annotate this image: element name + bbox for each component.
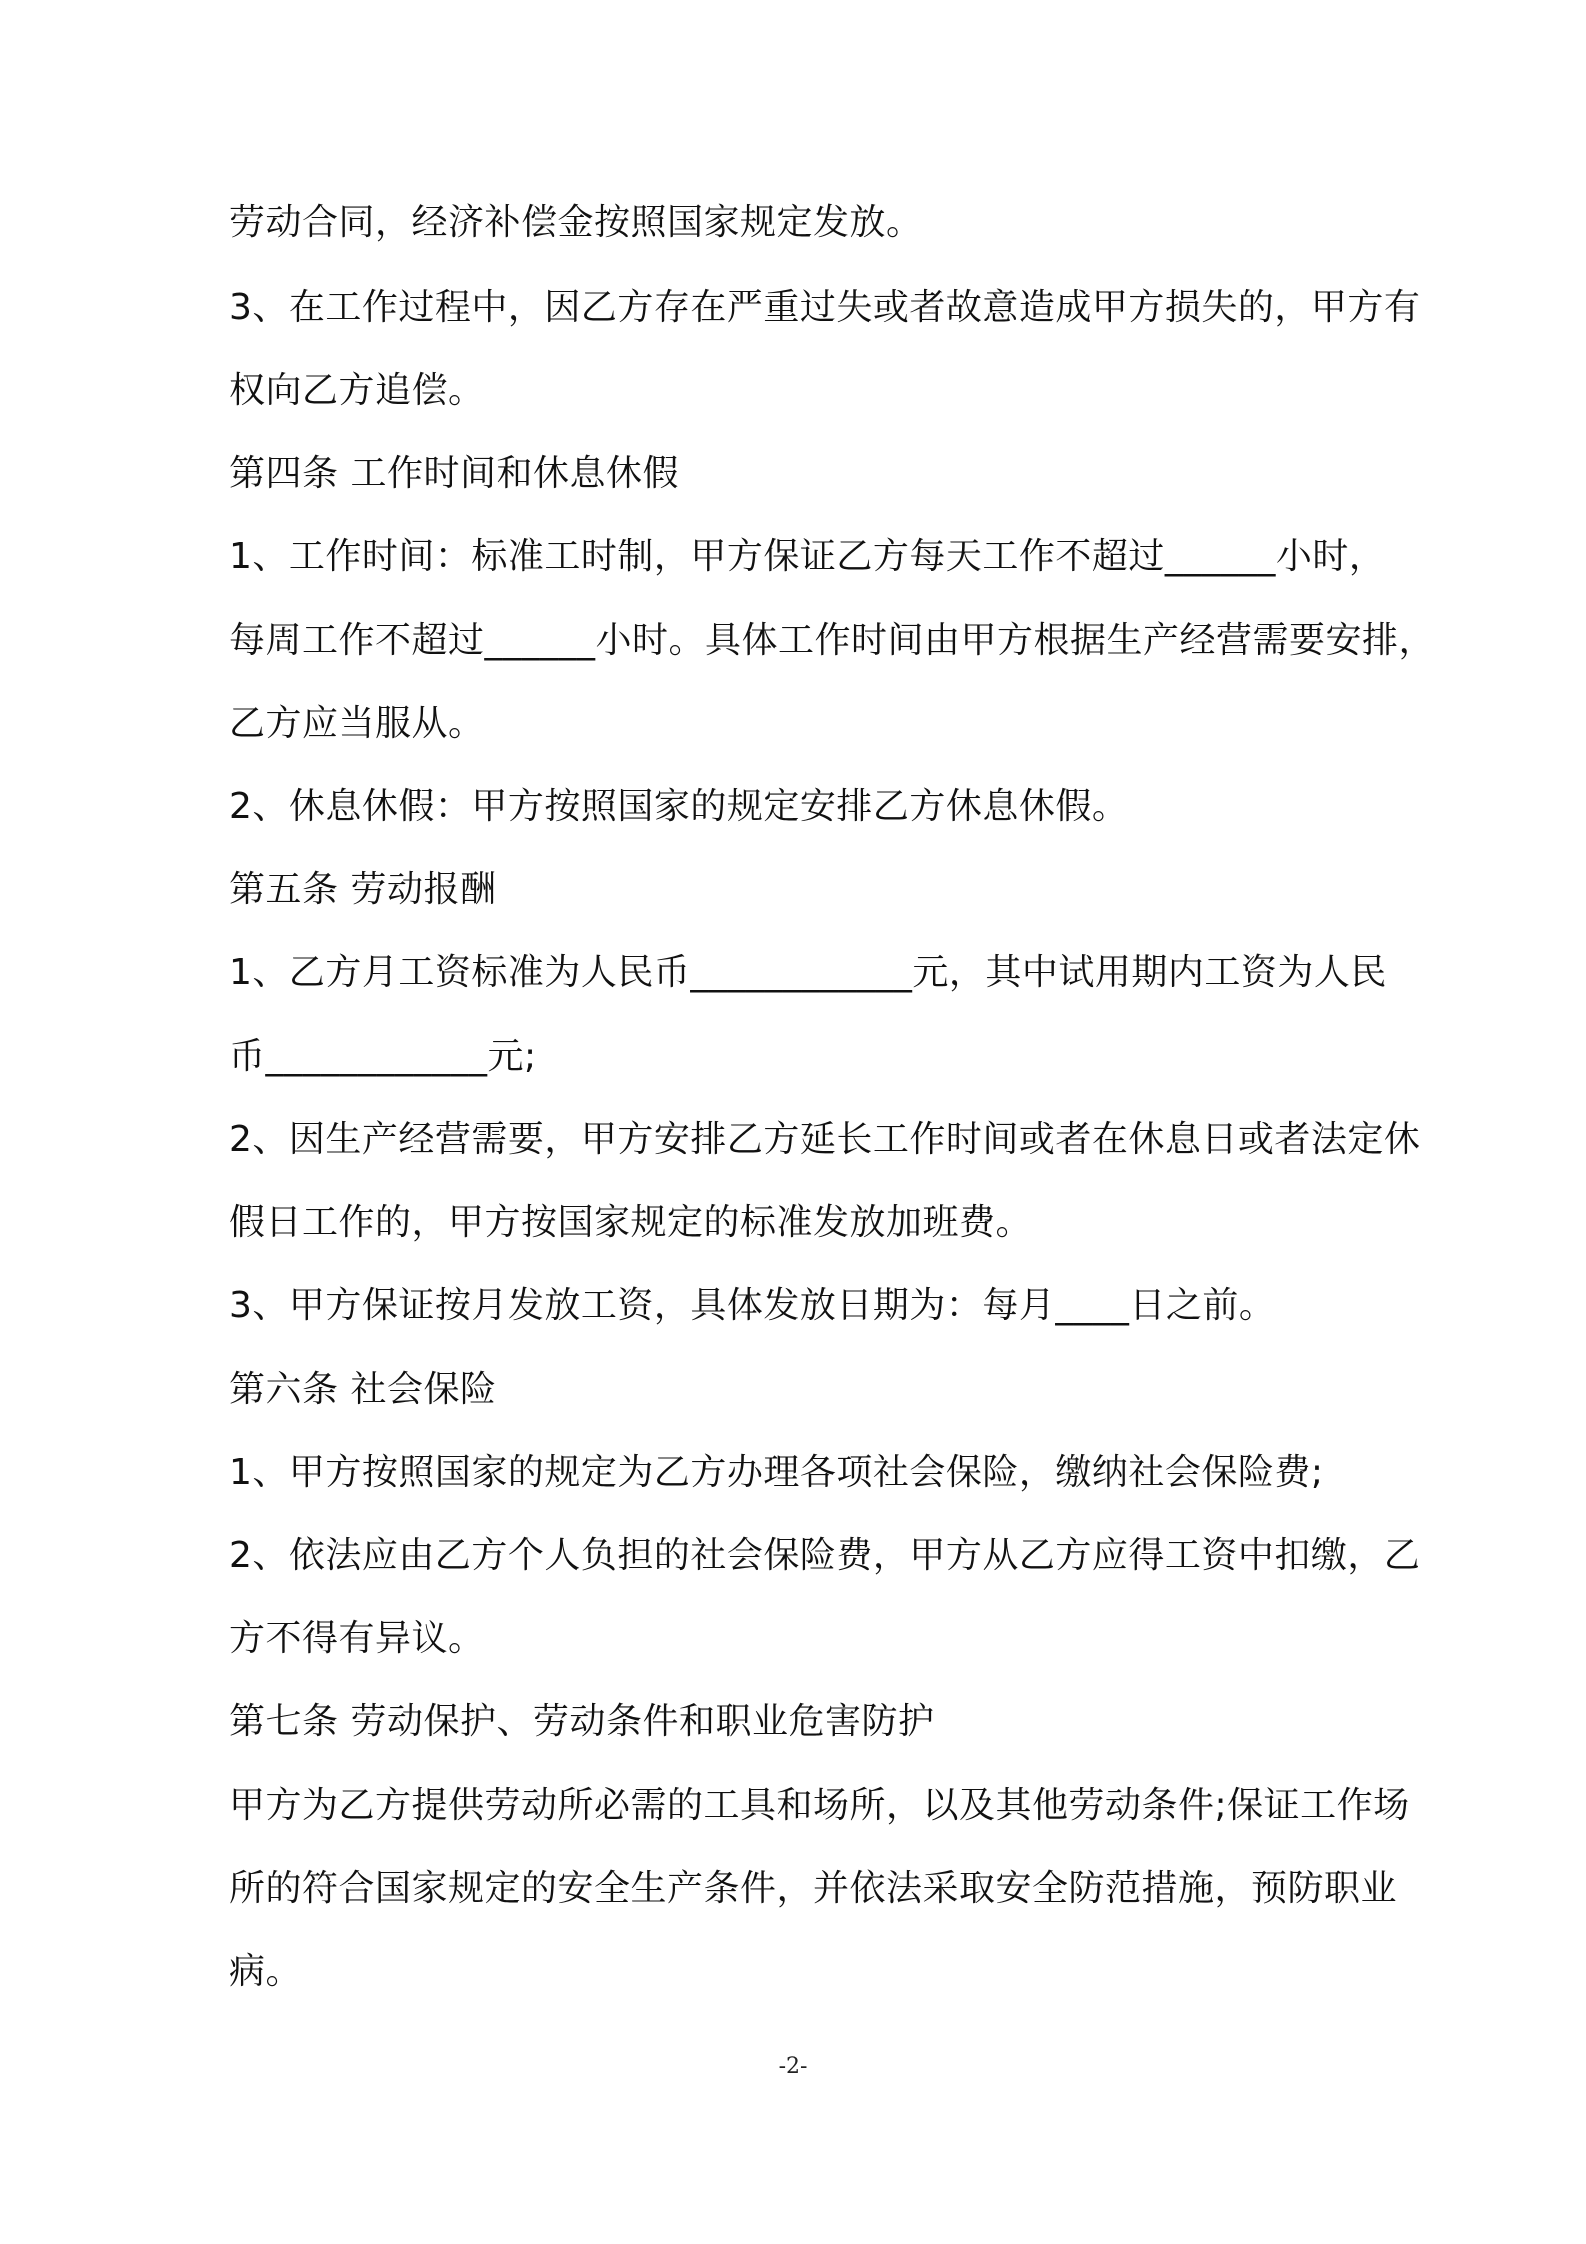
section-heading: 第四条 工作时间和休息休假 [229,453,679,494]
text-line: 权向乙方追偿。 [229,370,485,411]
text-line: 2、因生产经营需要，甲方安排乙方延长工作时间或者在休息日或者法定休 [229,1119,1421,1160]
text-line: 1、工作时间：标准工时制，甲方保证乙方每天工作不超过______小时， [229,536,1386,577]
text-line: 病。 [229,1951,303,1992]
section-heading: 第六条 社会保险 [229,1369,497,1410]
text-line: 方不得有异议。 [229,1618,485,1659]
text-line: 3、在工作过程中，因乙方存在严重过失或者故意造成甲方损失的，甲方有 [229,287,1421,328]
text-line: 1、甲方按照国家的规定为乙方办理各项社会保险，缴纳社会保险费; [229,1452,1324,1493]
text-line: 甲方为乙方提供劳动所必需的工具和场所，以及其他劳动条件;保证工作场 [229,1785,1410,1826]
text-line: 所的符合国家规定的安全生产条件，并依法采取安全防范措施，预防职业 [229,1868,1398,1909]
text-line: 假日工作的，甲方按国家规定的标准发放加班费。 [229,1202,1033,1243]
section-heading: 第五条 劳动报酬 [229,869,497,910]
text-line: 每周工作不超过______小时。具体工作时间由甲方根据生产经营需要安排， [229,620,1436,661]
text-line: 3、甲方保证按月发放工资，具体发放日期为：每月____日之前。 [229,1285,1276,1326]
text-line: 劳动合同，经济补偿金按照国家规定发放。 [229,202,923,243]
text-line: 2、休息休假：甲方按照国家的规定安排乙方休息休假。 [229,786,1129,827]
page-number: -2- [778,2054,808,2079]
text-line: 2、依法应由乙方个人负担的社会保险费，甲方从乙方应得工资中扣缴，乙 [229,1535,1421,1576]
text-line: 1、乙方月工资标准为人民币____________元，其中试用期内工资为人民 [229,952,1387,993]
text-line: 乙方应当服从。 [229,703,485,744]
text-line: 币____________元; [229,1036,537,1077]
section-heading: 第七条 劳动保护、劳动条件和职业危害防护 [229,1701,935,1742]
